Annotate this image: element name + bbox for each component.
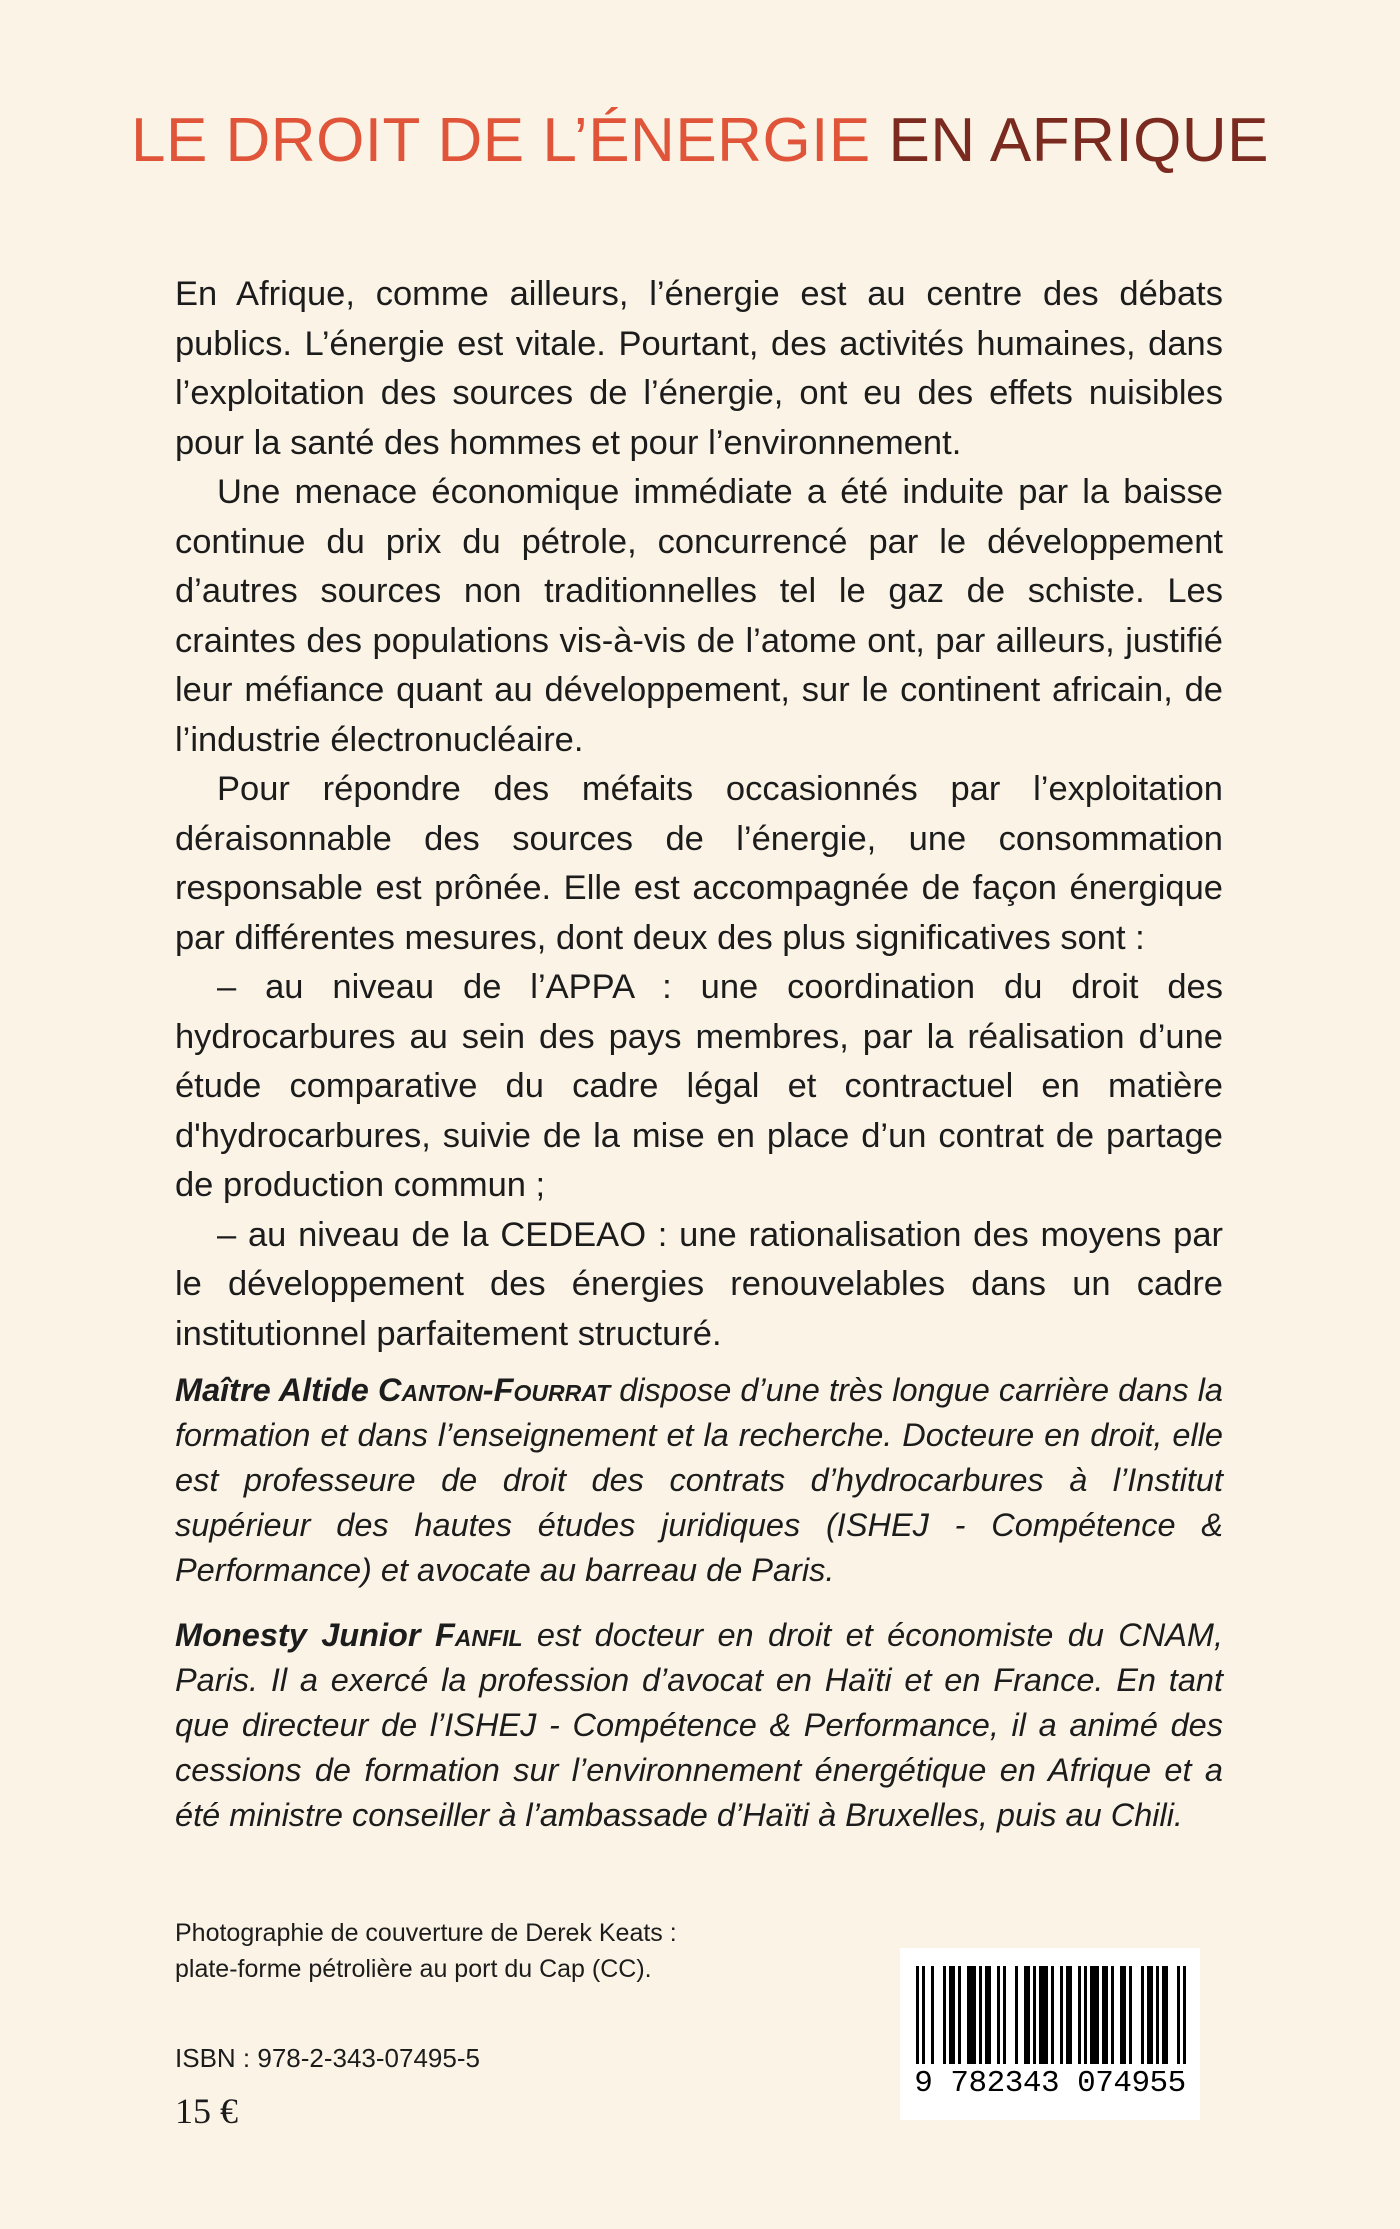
photo-credit: Photographie de couverture de Derek Keats : plate-forme pétrolière au port du Cap (CC). [175, 1919, 677, 1983]
barcode-bar [949, 1966, 955, 2064]
summary-paragraph: En Afrique, comme ailleurs, l’énergie est au centre des débats publics. L’énergie est vitale. Pourtant, des activités humaines, dans l’exploitation des sources de l’énergie, ont eu des effets nuisibles pour la santé des hommes et pour l’environnement. [175, 275, 1223, 462]
author-name: Maître Altide Canton-Fourrat [175, 1372, 611, 1408]
book-title [0, 105, 1400, 176]
barcode-bar [1162, 1966, 1168, 2064]
barcode-bar [979, 1966, 982, 2064]
price: 15 € [175, 2091, 238, 2131]
barcode-digits: 9 782343 074955 [914, 2066, 1186, 2101]
barcode-bar [1129, 1966, 1132, 2064]
summary-paragraph: Une menace économique immédiate a été induite par la baisse continue du prix du pétrole, concurrencé par le développement d’autres sources non traditionnelles tel le gaz de schiste. Les craintes des populations vis-à-vis de l’atome ont, par ailleurs, justifié leur méfiance quant au développement, sur le continent africain, de l’industrie électronucléaire. [175, 473, 1223, 759]
summary-paragraph: Pour répondre des méfaits occasionnés par l’exploitation déraisonnable des sources de l’énergie, une consommation responsable est prônée. Elle est accompagnée de façon énergique par différentes mesures, dont deux des plus significatives sont : [175, 770, 1223, 957]
barcode-bar [958, 1966, 961, 2064]
barcode-bar [931, 1966, 934, 2064]
barcode-bar [1003, 1966, 1006, 2064]
barcode-bar [1066, 1966, 1072, 2064]
barcode-bar [922, 1966, 925, 2064]
barcode-bar [943, 1966, 946, 2064]
author-bios [175, 1368, 1223, 1858]
barcode [900, 1948, 1200, 2120]
author-bio [175, 1613, 1223, 1838]
author-name: Monesty Junior Fanfil [175, 1617, 523, 1653]
barcode-bar [1183, 1966, 1186, 2064]
barcode-bar [1120, 1966, 1126, 2064]
barcode-bar [1084, 1966, 1087, 2064]
barcode-bar [1141, 1966, 1144, 2064]
author-bio [175, 1368, 1223, 1593]
barcode-bar [1147, 1966, 1153, 2064]
barcode-bar [1033, 1966, 1036, 2064]
isbn: ISBN : 978-2-343-07495-5 [175, 2043, 480, 2073]
back-cover-summary [175, 270, 1223, 1359]
barcode-bar [1024, 1966, 1030, 2064]
barcode-bar [1090, 1966, 1099, 2064]
barcode-bar [1177, 1966, 1180, 2064]
barcode-bar [1015, 1966, 1018, 2064]
barcode-bar [985, 1966, 991, 2064]
summary-list-item: – au niveau de l’APPA : une coordination du droit des hydrocarbures au sein des pays membres, par la réalisation d’une étude comparative du cadre légal et contractuel en matière d'hydrocarbures, suivie de la mise en place d’un contrat de partage de production commun ; [175, 968, 1223, 1204]
author-bio-text: est docteur en droit et économiste du CNAM, Paris. Il a exercé la profession d’avocat en Haïti et en France. En tant que directeur de l’ISHEJ - Compétence & Performance, il a animé des cessions de formation sur l’environnement énergétique en Afrique et a été ministre conseiller à l’ambassade d’Haïti à Bruxelles, puis au Chili. [175, 1617, 1224, 1833]
summary-list-item: – au niveau de la CEDEAO : une rationalisation des moyens par le développement des énergies renouvelables dans un cadre institutionnel parfaitement structuré. [175, 1215, 1223, 1353]
barcode-bar [1111, 1966, 1114, 2064]
barcode-bar [1060, 1966, 1063, 2064]
barcode-bar [1102, 1966, 1108, 2064]
title-part-1: LE DROIT DE L’ÉNERGIE [130, 106, 871, 175]
author-bio-text: dispose d’une très longue carrière dans la formation et dans l’enseignement et la recherche. Docteure en droit, elle est professeure de droit des contrats d’hydrocarbures à l’Institut supérieur des hautes études juridiques (ISHEJ - Compétence & Performance) et avocate au barreau de Paris. [175, 1372, 1224, 1588]
barcode-bar [1156, 1966, 1159, 2064]
barcode-bar [1078, 1966, 1081, 2064]
title-part-2: EN AFRIQUE [888, 106, 1270, 175]
barcode-bar [1039, 1966, 1048, 2064]
barcode-bar [1051, 1966, 1054, 2064]
barcode-bar [997, 1966, 1000, 2064]
barcode-bar [967, 1966, 976, 2064]
barcode-bar [916, 1966, 919, 2064]
